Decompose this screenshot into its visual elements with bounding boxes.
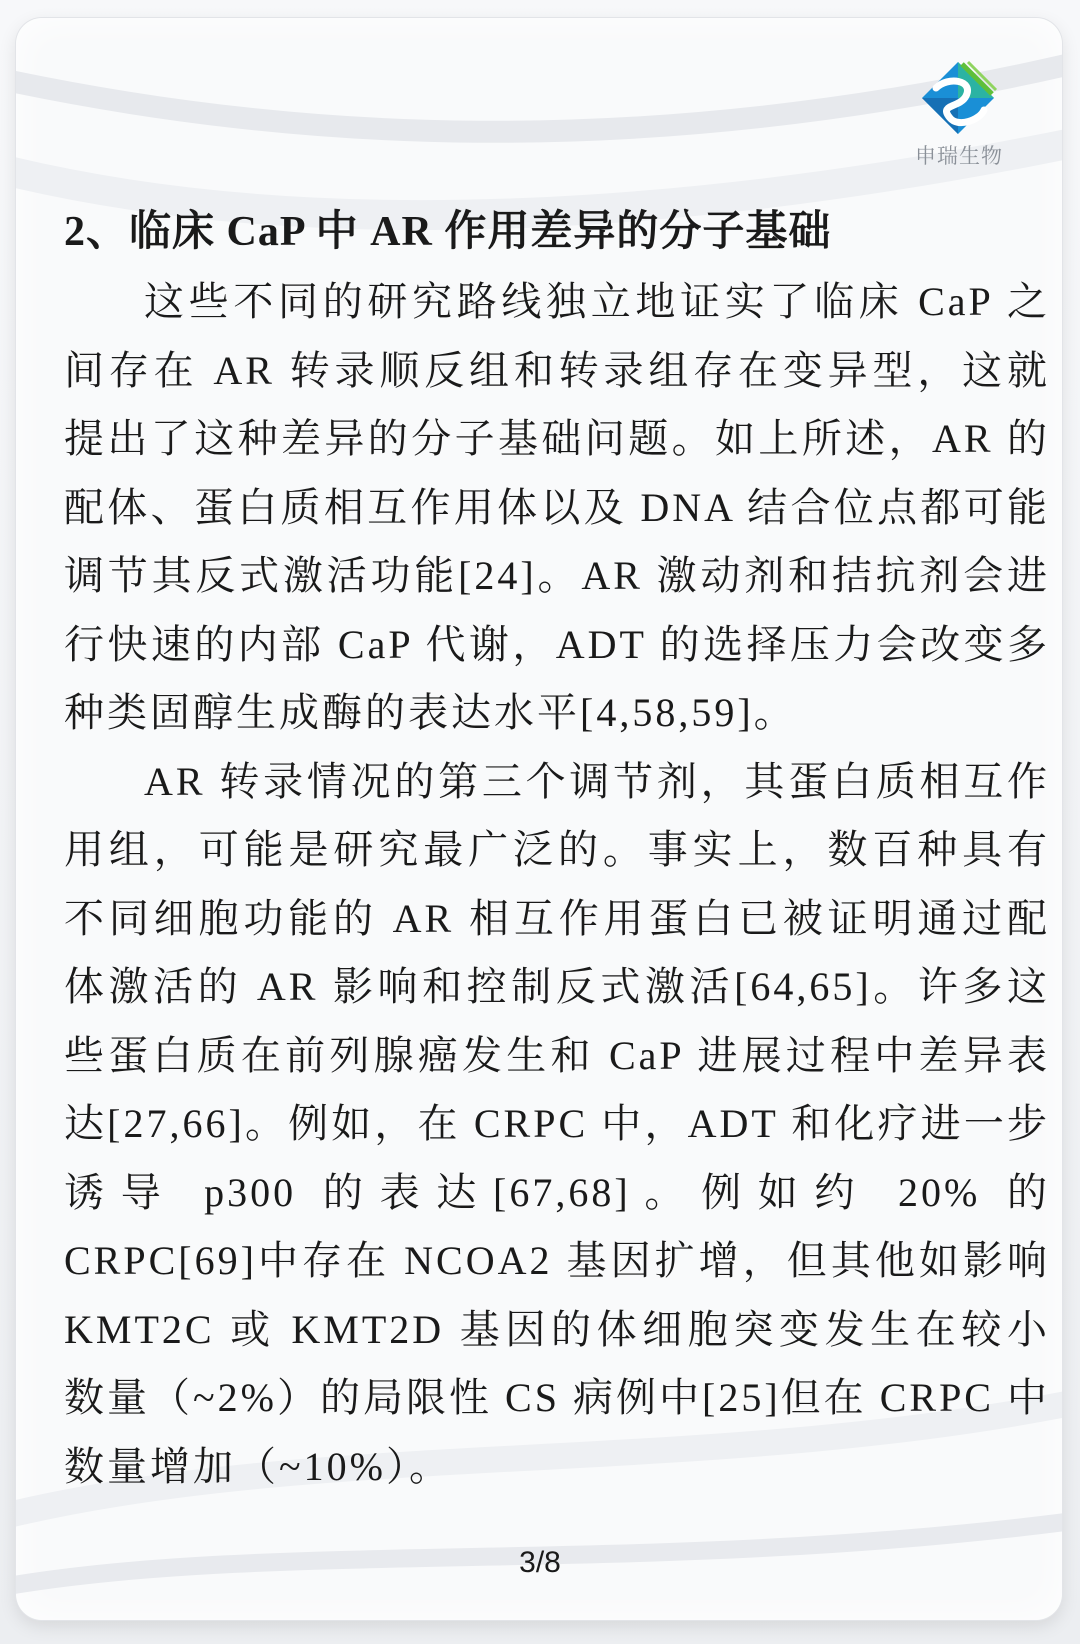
slide-card <box>16 18 1062 1620</box>
main-content <box>64 204 1050 1501</box>
section-heading: 2、临床 CaP 中 AR 作用差异的分子基础 <box>64 209 832 255</box>
paragraph: 这些不同的研究路线独立地证实了临床 CaP 之间存在 AR 转录顺反组和转录组存在变异型，这就提出了这种差异的分子基础问题。如上所述，AR 的配体、蛋白质相互作用体以及 DNA 结合位点都可能调节其反式激活功能[24]。AR 激动剂和拮抗剂会进行快速的内部 CaP 代谢，ADT 的选择压力会改变多种类固醇生成酶的表达水平[4,58,59]。 <box>64 279 1050 735</box>
company-logo <box>894 40 1024 170</box>
paragraph: AR 转录情况的第三个调节剂，其蛋白质相互作用组，可能是研究最广泛的。事实上，数百种具有不同细胞功能的 AR 相互作用蛋白已被证明通过配体激活的 AR 影响和控制反式激活[64,65]。许多这些蛋白质在前列腺癌发生和 CaP 进展过程中差异表达[27,66]。例如，在 CRPC 中，ADT 和化疗进一步诱导 p300 的表达[67,68]。例如约 20% 的 CRPC[69]中存在 NCOA2 基因扩增，但其他如影响 KMT2C 或 KMT2D 基因的体细胞突变发生在较小数量（~2%）的局限性 CS 病例中[25]但在 CRPC 中数量增加（~10%）。 <box>64 758 1050 1489</box>
logo-mark-icon <box>918 58 998 138</box>
logo-wordmark: 申瑞生物 <box>915 144 1003 168</box>
page-number: 3/8 <box>519 1546 561 1579</box>
